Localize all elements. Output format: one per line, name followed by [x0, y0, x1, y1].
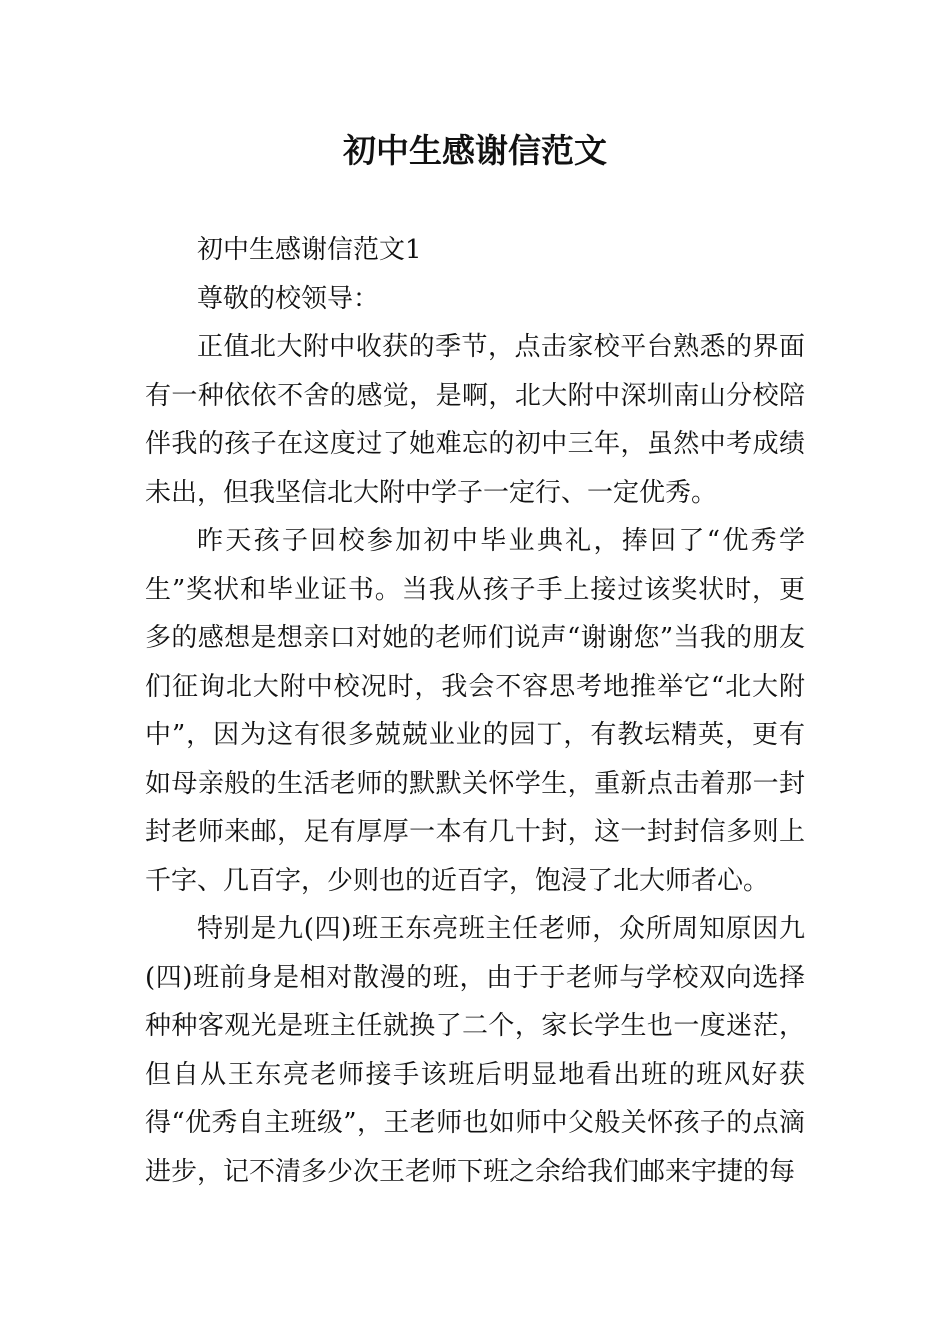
paragraph-body-2: 昨天孩子回校参加初中毕业典礼，捧回了“优秀学生”奖状和毕业证书。当我从孩子手上接过该奖状时，更多的感想是想亲口对她的老师们说声“谢谢您”当我的朋友们征询北大附中校况时，我会不容思考地推举它“北大附中”，因为这有很多兢兢业业的园丁，有教坛精英，更有如母亲般的生活老师的默默关怀学生，重新点击着那一封封老师来邮，足有厚厚一本有几十封，这一封封信多则上千字、几百字，少则也的近百字，饱浸了北大师者心。: [145, 526, 805, 896]
paragraph-body-3: 特别是九(四)班王东亮班主任老师，众所周知原因九(四)班前身是相对散漫的班，由于于老师与学校双向选择种种客观光是班主任就换了二个，家长学生也一度迷茫，但自从王东亮老师接手该班后明显地看出班的班风好获得“优秀自主班级”，王老师也如师中父般关怀孩子的点滴进步，记不清多少次王老师下班之余给我们邮来宇捷的每: [145, 914, 805, 1187]
document-body: [145, 226, 805, 1196]
paragraph-heading: 初中生感谢信范文1: [197, 235, 422, 265]
paragraph-salutation: 尊敬的校领导：: [197, 283, 380, 314]
paragraph-body-1: 正值北大附中收获的季节，点击家校平台熟悉的界面有一种依依不舍的感觉，是啊，北大附中深圳南山分校陪伴我的孩子在这度过了她难忘的初中三年，虽然中考成绩未出，但我坚信北大附中学子一定行、一定优秀。: [145, 332, 805, 508]
document-title: 初中生感谢信范文: [343, 131, 607, 170]
